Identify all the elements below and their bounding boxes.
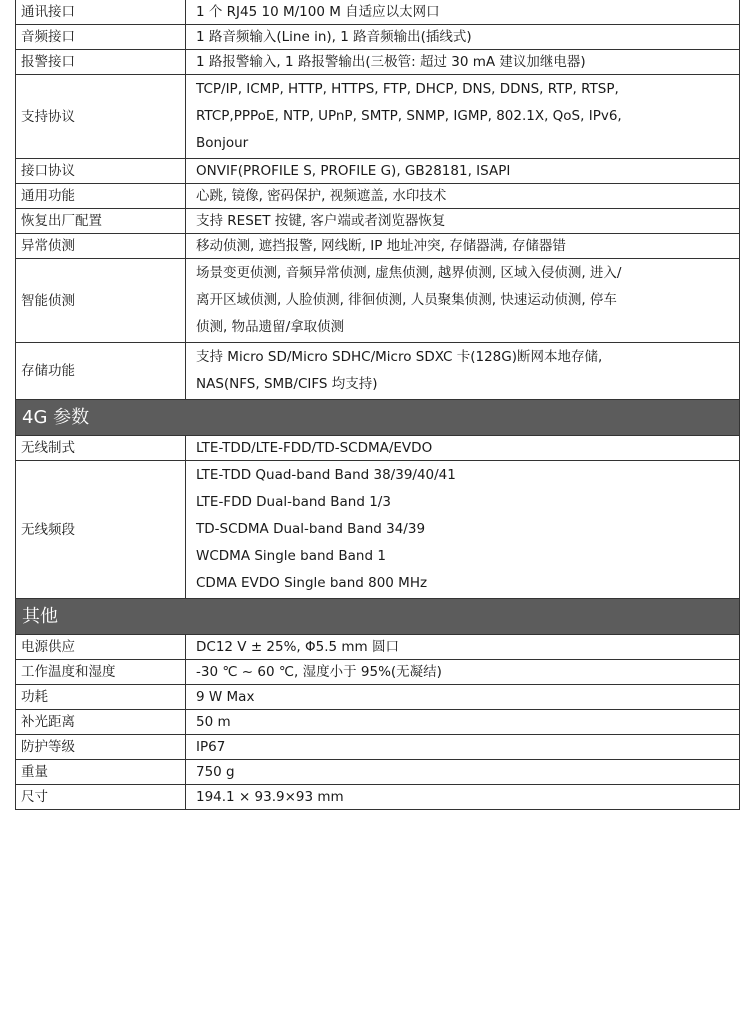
section-title: 4G 参数 [16, 400, 740, 436]
spec-table [15, 0, 740, 810]
spec-value-line: 场景变更侦测, 音频异常侦测, 虚焦侦测, 越界侦测, 区域入侵侦测, 进入/ [196, 265, 622, 281]
spec-label: 音频接口 [16, 25, 186, 50]
spec-row [16, 25, 740, 50]
section-title: 其他 [16, 599, 740, 635]
spec-value: 1 个 RJ45 10 M/100 M 自适应以太网口 [186, 0, 740, 25]
spec-label: 工作温度和湿度 [16, 660, 186, 685]
spec-row [16, 75, 740, 159]
spec-value: 1 路报警输入, 1 路报警输出(三极管: 超过 30 mA 建议加继电器) [186, 50, 740, 75]
spec-row [16, 785, 740, 810]
spec-row [16, 259, 740, 343]
spec-value [186, 343, 740, 400]
spec-value: 50 m [186, 710, 740, 735]
spec-row [16, 735, 740, 760]
spec-value-line: WCDMA Single band Band 1 [196, 548, 386, 564]
spec-row [16, 760, 740, 785]
spec-value: ONVIF(PROFILE S, PROFILE G), GB28181, ISAPI [186, 159, 740, 184]
spec-label: 电源供应 [16, 635, 186, 660]
spec-row [16, 209, 740, 234]
section-header-other [16, 599, 740, 635]
spec-label: 接口协议 [16, 159, 186, 184]
spec-value-line: RTCP,PPPoE, NTP, UPnP, SMTP, SNMP, IGMP, 802.1X, QoS, IPv6, [196, 108, 622, 124]
spec-label: 通讯接口 [16, 0, 186, 25]
spec-row [16, 159, 740, 184]
spec-value: 移动侦测, 遮挡报警, 网线断, IP 地址冲突, 存储器满, 存储器错 [186, 234, 740, 259]
spec-value-line: 侦测, 物品遗留/拿取侦测 [196, 319, 345, 335]
spec-value-line: CDMA EVDO Single band 800 MHz [196, 575, 428, 591]
spec-value-line: 离开区域侦测, 人脸侦测, 徘徊侦测, 人员聚集侦测, 快速运动侦测, 停车 [196, 292, 617, 308]
spec-value-line: 支持 Micro SD/Micro SDHC/Micro SDXC 卡(128G)断网本地存储, [196, 349, 603, 365]
spec-value-line: Bonjour [196, 135, 249, 151]
spec-value [186, 461, 740, 599]
spec-value-line: TD-SCDMA Dual-band Band 34/39 [196, 521, 426, 537]
spec-row [16, 234, 740, 259]
spec-row [16, 343, 740, 400]
spec-value [186, 259, 740, 343]
spec-label: 重量 [16, 760, 186, 785]
spec-label: 无线频段 [16, 461, 186, 599]
spec-label: 恢复出厂配置 [16, 209, 186, 234]
spec-value: -30 ℃ ~ 60 ℃, 湿度小于 95%(无凝结) [186, 660, 740, 685]
spec-table-body [16, 0, 740, 810]
spec-value: 心跳, 镜像, 密码保护, 视频遮盖, 水印技术 [186, 184, 740, 209]
spec-row [16, 635, 740, 660]
spec-label: 尺寸 [16, 785, 186, 810]
section-header-4g [16, 400, 740, 436]
spec-label: 异常侦测 [16, 234, 186, 259]
spec-row [16, 461, 740, 599]
spec-row [16, 50, 740, 75]
spec-label: 通用功能 [16, 184, 186, 209]
spec-value-line: LTE-FDD Dual-band Band 1/3 [196, 494, 391, 510]
spec-label: 报警接口 [16, 50, 186, 75]
spec-row [16, 710, 740, 735]
spec-label: 防护等级 [16, 735, 186, 760]
spec-label: 支持协议 [16, 75, 186, 159]
spec-row [16, 184, 740, 209]
spec-value-line: TCP/IP, ICMP, HTTP, HTTPS, FTP, DHCP, DNS, DDNS, RTP, RTSP, [196, 81, 619, 97]
spec-value-line: NAS(NFS, SMB/CIFS 均支持) [196, 376, 378, 392]
spec-value: 194.1 × 93.9×93 mm [186, 785, 740, 810]
spec-label: 存储功能 [16, 343, 186, 400]
spec-value: IP67 [186, 735, 740, 760]
spec-value: DC12 V ± 25%, Φ5.5 mm 圆口 [186, 635, 740, 660]
spec-value: 750 g [186, 760, 740, 785]
spec-value: 1 路音频输入(Line in), 1 路音频输出(插线式) [186, 25, 740, 50]
spec-label: 智能侦测 [16, 259, 186, 343]
spec-label: 无线制式 [16, 436, 186, 461]
spec-value: 支持 RESET 按键, 客户端或者浏览器恢复 [186, 209, 740, 234]
spec-value: LTE-TDD/LTE-FDD/TD-SCDMA/EVDO [186, 436, 740, 461]
spec-row [16, 0, 740, 25]
spec-label: 功耗 [16, 685, 186, 710]
spec-value [186, 75, 740, 159]
spec-value-line: LTE-TDD Quad-band Band 38/39/40/41 [196, 467, 456, 483]
spec-label: 补光距离 [16, 710, 186, 735]
spec-row [16, 660, 740, 685]
spec-value: 9 W Max [186, 685, 740, 710]
spec-row [16, 436, 740, 461]
spec-row [16, 685, 740, 710]
